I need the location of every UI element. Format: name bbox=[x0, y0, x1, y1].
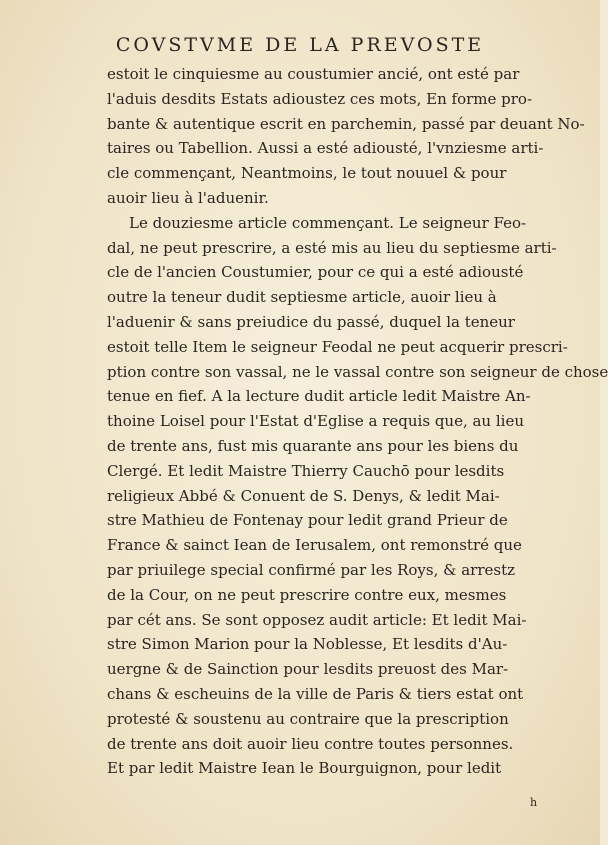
catchword: h bbox=[530, 796, 538, 809]
text-line: thoine Loisel pour l'Estat d'Eglise a requis que, au lieu bbox=[107, 412, 524, 431]
text-line: estoit telle Item le seigneur Feodal ne peut acquerir prescri- bbox=[107, 337, 568, 356]
text-line: ption contre son vassal, ne le vassal contre son seigneur de chose bbox=[107, 362, 608, 381]
text-line: uergne & de Sainction pour lesdits preuost des Mar- bbox=[107, 660, 509, 679]
text-line: estoit le cinquiesme au coustumier ancié, ont esté par bbox=[107, 65, 520, 83]
text-line: Clergé. Et ledit Maistre Thierry Cauchō pour lesdits bbox=[107, 461, 505, 480]
text-line: stre Mathieu de Fontenay pour ledit grand Prieur de bbox=[107, 511, 508, 530]
text-line: auoir lieu à l'aduenir. bbox=[107, 188, 269, 207]
paragraph-start-line: Le douziesme article commençant. Le seigneur Feo- bbox=[129, 213, 527, 232]
text-line: de trente ans, fust mis quarante ans pour les biens du bbox=[107, 436, 519, 455]
text-line: taires ou Tabellion. Aussi a esté adiousté, l'vnziesme arti- bbox=[107, 139, 544, 158]
text-line: outre la teneur dudit septiesme article, auoir lieu à bbox=[107, 288, 497, 307]
text-line: par priuilege special confirmé par les Roys, & arrestz bbox=[107, 560, 516, 579]
text-line: chans & escheuins de la ville de Paris & tiers estat ont bbox=[107, 684, 524, 703]
running-header: COVSTVME DE LA PREVOSTE bbox=[115, 34, 485, 56]
text-line: Et par ledit Maistre Iean le Bourguignon, pour ledit bbox=[107, 759, 502, 778]
text-line: bante & autentique escrit en parchemin, passé par deuant No- bbox=[107, 114, 585, 133]
text-line: l'aduis desdits Estats adioustez ces mots, En forme pro- bbox=[107, 89, 533, 108]
text-line: stre Simon Marion pour la Noblesse, Et lesdits d'Au- bbox=[107, 635, 508, 654]
text-body bbox=[107, 62, 608, 781]
text-line: dal, ne peut prescrire, a esté mis au lieu du septiesme arti- bbox=[107, 238, 557, 257]
text-line: religieux Abbé & Conuent de S. Denys, & ledit Mai- bbox=[107, 486, 500, 505]
text-line: l'aduenir & sans preiudice du passé, duquel la teneur bbox=[107, 312, 515, 331]
text-line: par cét ans. Se sont opposez audit article: Et ledit Mai- bbox=[107, 610, 527, 629]
text-line: protesté & soustenu au contraire que la prescription bbox=[107, 709, 509, 728]
text-line: de trente ans doit auoir lieu contre toutes personnes. bbox=[107, 734, 514, 753]
text-line: France & sainct Iean de Ierusalem, ont remonstré que bbox=[107, 536, 522, 555]
text-line: cle de l'ancien Coustumier, pour ce qui a esté adiousté bbox=[107, 263, 524, 282]
text-line: tenue en fief. A la lecture dudit article ledit Maistre An- bbox=[107, 387, 531, 406]
text-line: cle commençant, Neantmoins, le tout nouuel & pour bbox=[107, 164, 507, 183]
text-line: de la Cour, on ne peut prescrire contre eux, mesmes bbox=[107, 585, 507, 604]
